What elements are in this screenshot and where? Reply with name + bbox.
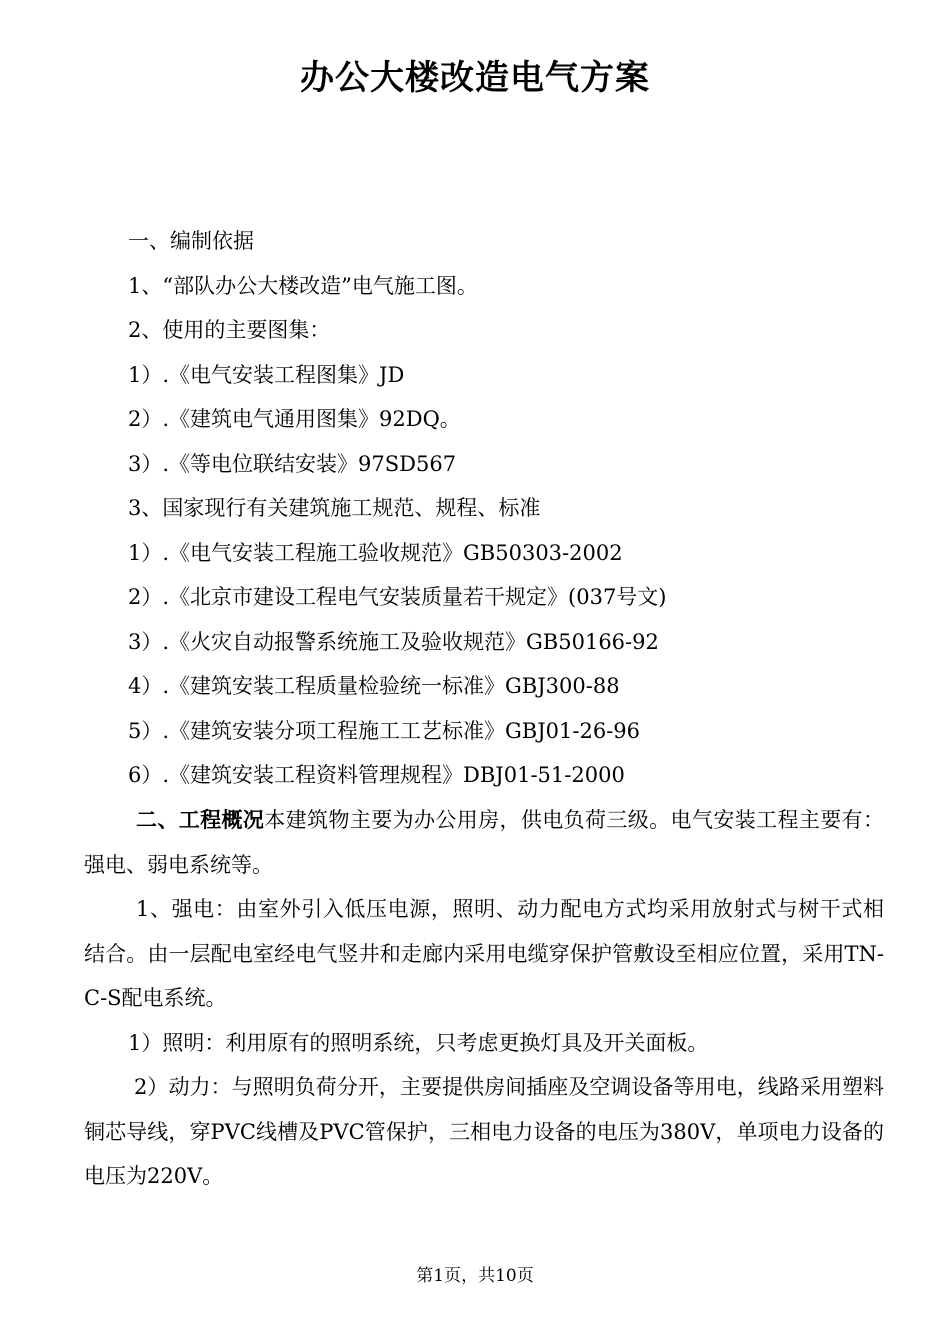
strong-power-paragraph: 1、强电：由室外引入低压电源，照明、动力配电方式均采用放射式与树干式相结合。由一层配电室经电气竖井和走廊内采用电缆穿保护管敷设至相应位置，采用TN-C-S配电系统。 <box>84 897 884 1010</box>
standard-entry: 1）.《电气安装工程施工验收规范》GB50303-2002 <box>128 541 623 565</box>
standard-entry: 2）.《北京市建设工程电气安装质量若干规定》(037号文) <box>128 585 667 609</box>
lighting-paragraph: 1）照明：利用原有的照明系统，只考虑更换灯具及开关面板。 <box>128 1031 709 1055</box>
atlas-entry: 3）.《等电位联结安装》97SD567 <box>128 452 457 476</box>
basis-item-drawings: 1、“部队办公大楼改造”电气施工图。 <box>128 274 478 298</box>
power-paragraph: 2）动力：与照明负荷分开，主要提供房间插座及空调设备等用电，线路采用塑料铜芯导线，穿PVC线槽及PVC管保护，三相电力设备的电压为380V，单项电力设备的电压为220V。 <box>84 1075 884 1188</box>
atlas-entry: 1）.《电气安装工程图集》JD <box>128 363 405 387</box>
section-heading-basis: 一、编制依据 <box>128 229 254 253</box>
section-heading-overview: 二、工程概况 <box>136 808 265 832</box>
atlas-entry: 2）.《建筑电气通用图集》92DQ。 <box>128 407 461 431</box>
standard-entry: 4）.《建筑安装工程质量检验统一标准》GBJ300-88 <box>128 674 620 698</box>
basis-item-atlases: 2、使用的主要图集： <box>128 318 331 342</box>
page-number-footer: 第1页，共10页 <box>416 1266 534 1286</box>
project-overview-paragraph <box>84 798 884 887</box>
overview-intro: 本建筑物主要为办公用房，供电负荷三级。电气安装工程主要有：强电、弱电系统等。 <box>84 808 885 877</box>
basis-item-standards: 3、国家现行有关建筑施工规范、规程、标准 <box>128 496 541 520</box>
standard-entry: 5）.《建筑安装分项工程施工工艺标准》GBJ01-26-96 <box>128 719 641 743</box>
standard-entry: 3）.《火灾自动报警系统施工及验收规范》GB50166-92 <box>128 630 659 654</box>
standard-entry: 6）.《建筑安装工程资料管理规程》DBJ01-51-2000 <box>128 763 625 787</box>
document-title: 办公大楼改造电气方案 <box>300 58 650 98</box>
